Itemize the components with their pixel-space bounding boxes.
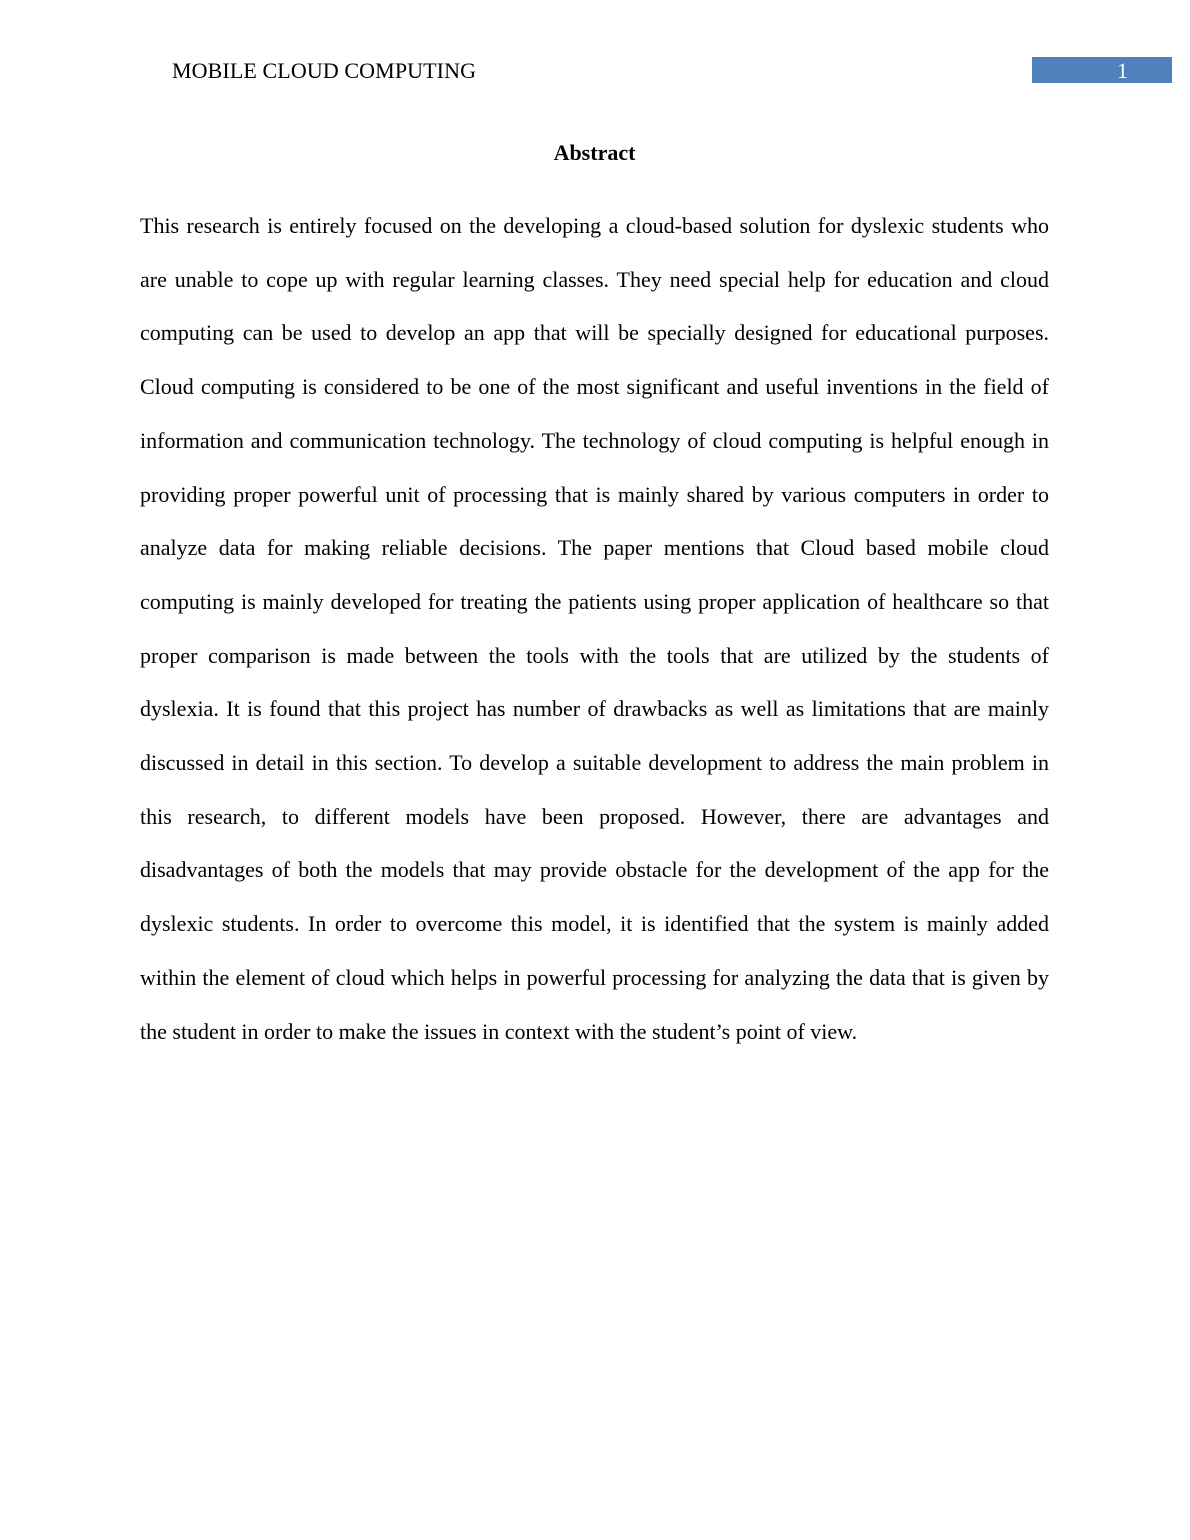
abstract-paragraph: This research is entirely focused on the developing a cloud-based solution for dyslexic students who are unable to cope up with regular learning classes. They need special help for education and cloud computing can be used to develop an app that will be specially designed for educational purposes. Cloud computing is considered to be one of the most significant and useful inventions in the field of information and communication technology. The technology of cloud computing is helpful enough in providing proper powerful unit of processing that is mainly shared by various computers in order to analyze data for making reliable decisions. The paper mentions that Cloud based mobile cloud computing is mainly developed for treating the patients using proper application of healthcare so that proper comparison is made between the tools with the tools that are utilized by the students of dyslexia. It is found that this project has number of drawbacks as well as limitations that are mainly discussed in detail in this section. To develop a suitable development to address the main problem in this research, to different models have been proposed. However, there are advantages and disadvantages of both the models that may provide obstacle for the development of the app for the dyslexic students. In order to overcome this model, it is identified that the system is mainly added within the element of cloud which helps in powerful processing for analyzing the data that is given by the student in order to make the issues in context with the student’s point of view.	[140, 213, 1049, 1044]
abstract-heading: Abstract	[553, 140, 636, 165]
page-number: 1	[1117, 58, 1128, 83]
running-head: MOBILE CLOUD COMPUTING	[172, 58, 477, 83]
page-number-badge	[1032, 57, 1172, 83]
